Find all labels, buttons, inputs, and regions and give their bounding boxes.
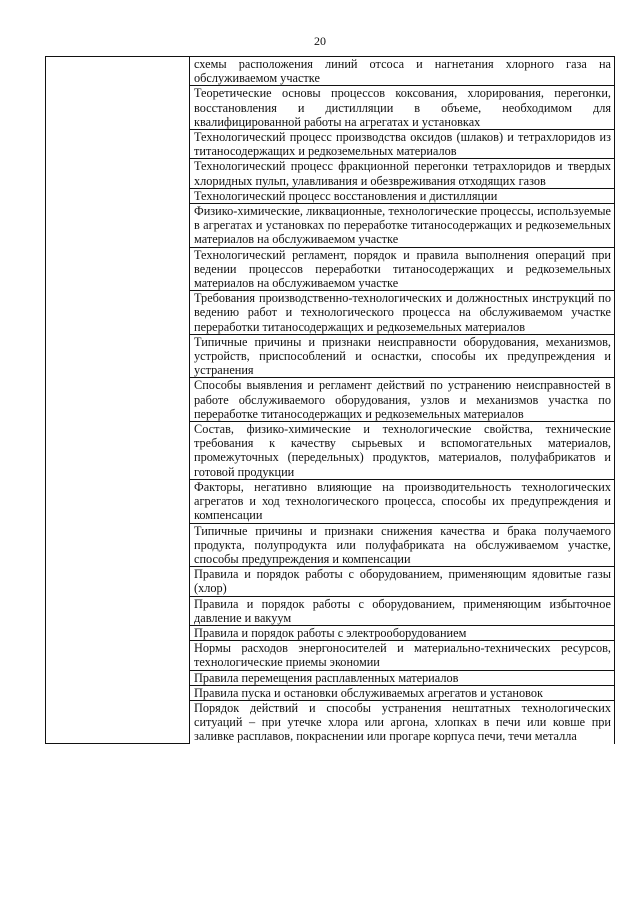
table-cell: Правила перемещения расплавленных материалов (190, 670, 615, 685)
table-row (46, 57, 615, 86)
table-cell: Правила и порядок работы с оборудованием, применяющим ядовитые газы (хлор) (190, 567, 615, 596)
table-cell: Технологический процесс производства оксидов (шлаков) и тетрахлоридов из титаносодержащих и редкоземельных материалов (190, 130, 615, 159)
table-cell: Требования производственно-технологических и должностных инструкций по ведению работ и технологического процесса на обслуживаемом участке переработки титаносодержащих и редкоземельных материалов (190, 291, 615, 335)
table-cell: Нормы расходов энергоносителей и материально-технических ресурсов, технологические приемы экономии (190, 641, 615, 670)
table-cell: Технологический процесс восстановления и дистилляции (190, 188, 615, 203)
table-cell: Технологический процесс фракционной перегонки тетрахлоридов и твердых хлоридных пульп, улавливания и обезвреживания отходящих газов (190, 159, 615, 188)
table-cell: схемы расположения линий отсоса и нагнетания хлорного газа на обслуживаемом участке (190, 57, 615, 86)
table-cell: Правила пуска и остановки обслуживаемых агрегатов и установок (190, 685, 615, 700)
requirements-table-body (46, 57, 615, 744)
table-cell: Состав, физико-химические и технологические свойства, технические требования к качеству сырьевых и вспомогательных материалов, промежуточных (передельных) продуктов, материалов, полуфабрикатов и готовой продукции (190, 422, 615, 480)
table-cell: Технологический регламент, порядок и правила выполнения операций при ведении процессов переработки титаносодержащих и редкоземельных материалов на обслуживаемом участке (190, 247, 615, 291)
table-cell: Правила и порядок работы с электрооборудованием (190, 625, 615, 640)
table-cell: Порядок действий и способы устранения нештатных технологических ситуаций – при утечке хлора или аргона, хлопках в печи или ковше при заливке расплавов, покраснении или прогаре корпуса печи, течи металла (190, 700, 615, 743)
requirements-table (45, 56, 615, 744)
page-number: 20 (314, 34, 326, 48)
table-cell: Типичные причины и признаки неисправности оборудования, механизмов, устройств, приспособлений и оснастки, способы их предупреждения и устранения (190, 334, 615, 378)
table-cell: Правила и порядок работы с оборудованием, применяющим избыточное давление и вакуум (190, 596, 615, 625)
table-cell: Физико-химические, ликвационные, технологические процессы, используемые в агрегатах и установках по переработке титаносодержащих и редкоземельных материалов на обслуживаемом участке (190, 204, 615, 248)
table-cell: Типичные причины и признаки снижения качества и брака получаемого продукта, полупродукта или полуфабриката на обслуживаемом участке, способы предупреждения и компенсации (190, 523, 615, 567)
table-cell: Факторы, негативно влияющие на производительность технологических агрегатов и ход технологического процесса, способы их предупреждения и компенсации (190, 479, 615, 523)
left-empty-column (46, 57, 190, 744)
table-cell: Теоретические основы процессов коксования, хлорирования, перегонки, восстановления и дистилляции в объеме, необходимом для квалифицированной работы на агрегатах и установках (190, 86, 615, 130)
table-cell: Способы выявления и регламент действий по устранению неисправностей в работе обслуживаемого оборудования, узлов и механизмов участка по переработке титаносодержащих и редкоземельных материалов (190, 378, 615, 422)
